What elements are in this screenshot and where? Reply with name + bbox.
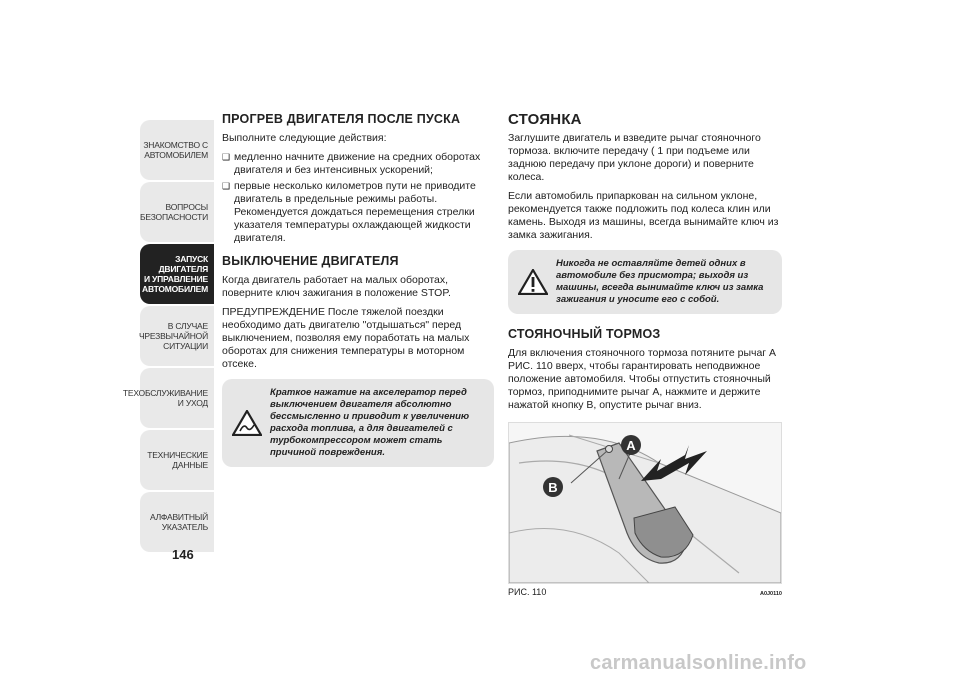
tab-label: ЗАПУСК ДВИГАТЕЛЯ И УПРАВЛЕНИЕ АВТОМОБИЛЕМ <box>142 254 208 294</box>
footer-watermark: carmanualsonline.info <box>590 652 807 674</box>
parking-heading: СТОЯНКА <box>508 111 582 128</box>
figure-caption: РИС. 110 <box>508 587 547 597</box>
tab-safety[interactable] <box>140 182 214 242</box>
warmup-list <box>222 151 494 245</box>
tab-label: ТЕХОБСЛУЖИВАНИЕ И УХОД <box>122 388 208 408</box>
warning-box <box>222 379 494 467</box>
tab-label: ВОПРОСЫ БЕЗОПАСНОСТИ <box>140 202 208 222</box>
callout-a <box>621 435 641 455</box>
tab-maintenance[interactable] <box>122 368 214 428</box>
tab-label: АЛФАВИТНЫЙ УКАЗАТЕЛЬ <box>149 512 208 532</box>
callout-b-label: B <box>548 479 558 495</box>
figure-code: A0J0110 <box>759 591 782 597</box>
tab-label: В СЛУЧАЕ ЧРЕЗВЫЧАЙНОЙ СИТУАЦИИ <box>138 321 208 351</box>
tab-specs[interactable] <box>140 430 214 490</box>
tab-emergency[interactable] <box>140 306 214 366</box>
warning-triangle-icon <box>518 269 548 295</box>
tab-label: ЗНАКОМСТВО С АВТОМОБИЛЕМ <box>143 140 208 160</box>
parking-brake-text: Для включения стояночного тормоза потяните рычаг A РИС. 110 вверх, чтобы гарантировать неподвижное положение автомобиля. Чтобы отпустить стояночный тормоз, приподнимите рычаг A, нажмите и держите нажатой кнопку B, опустите рычаг вниз. <box>508 347 776 411</box>
warning-text: Никогда не оставляйте детей одних в автомобиле без присмотра; выходя из машины, всегда вынимайте ключ из замка зажигания и уносите его с собой. <box>556 258 764 305</box>
warmup-intro: Выполните следующие действия: <box>222 132 387 144</box>
warning-text: Краткое нажатие на акселератор перед выключением двигателя абсолютно бессмысленно и приводит к увеличению расхода топлива, а для двигателей с турбокомпрессором может стать причиной повреждения. <box>270 387 470 458</box>
parking-brake-figure <box>508 422 782 584</box>
parking-brake-heading: СТОЯНОЧНЫЙ ТОРМОЗ <box>508 327 661 341</box>
callout-a-label: A <box>626 437 636 453</box>
tab-label: ТЕХНИЧЕСКИЕ ДАННЫЕ <box>147 450 208 470</box>
engine-stop-notice: ПРЕДУПРЕЖДЕНИЕ После тяжелой поездки необходимо дать двигателю "отдышаться" перед выключением, позволяя ему поработать на малых оборотах для снижения температуры в моторном отсеке. <box>222 306 470 370</box>
tab-index[interactable] <box>140 492 214 552</box>
warning-box <box>508 250 782 314</box>
parking-text-slope: Если автомобиль припаркован на сильном уклоне, рекомендуется также подложить под колеса клин или камень. Выходя из машины, всегда вынимайте ключ из замка зажигания. <box>508 190 779 241</box>
tab-intro[interactable] <box>140 120 214 180</box>
figure-caption-row <box>508 586 782 601</box>
engine-stop-text: Когда двигатель работает на малых оборотах, поверните ключ зажигания в положение STOP. <box>222 274 451 299</box>
callout-b <box>543 477 563 497</box>
list-item: ❑ медленно начните движение на средних оборотах двигателя и без интенсивных ускорений; <box>222 151 494 177</box>
right-column <box>508 113 782 601</box>
parking-text: Заглушите двигатель и взведите рычаг стояночного тормоза. включите передачу ( 1 при подъеме или заднюю передачу при уклоне дороги) и поверните колеса. <box>508 132 761 183</box>
warmup-heading: ПРОГРЕВ ДВИГАТЕЛЯ ПОСЛЕ ПУСКА <box>222 112 461 126</box>
list-item: ❑ первые несколько километров пути не приводите двигатель в предельные режимы работы. Рекомендуется дождаться перемещения стрелки указателя температуры охлаждающей жидкости двигателя. <box>222 180 494 245</box>
left-column <box>222 113 494 481</box>
page-number: 146 <box>172 547 194 562</box>
parking-brake-illustration <box>509 423 781 583</box>
warning-triangle-icon <box>232 410 262 436</box>
section-tabs <box>122 120 214 554</box>
tab-starting-driving[interactable] <box>140 244 214 304</box>
engine-stop-heading: ВЫКЛЮЧЕНИЕ ДВИГАТЕЛЯ <box>222 254 399 268</box>
